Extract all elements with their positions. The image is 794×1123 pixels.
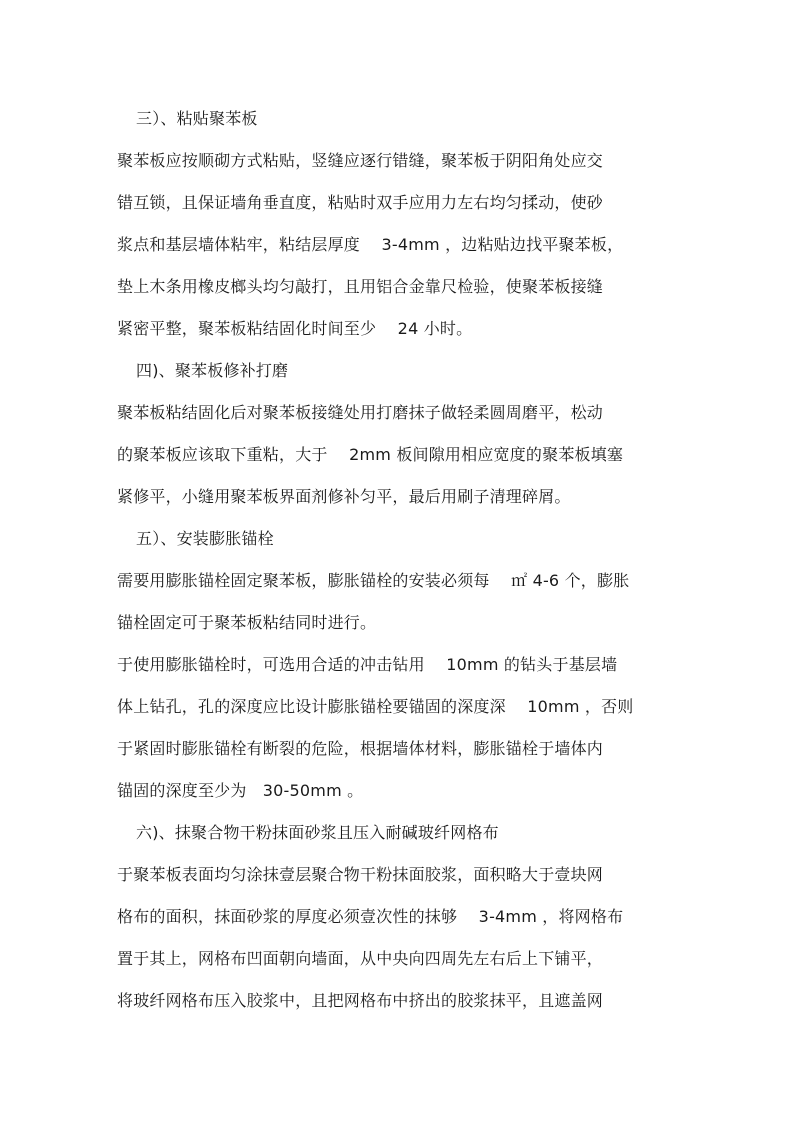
- paragraph-line: 将玻纤网格布压入胶浆中，且把网格布中挤出的胶浆抹平，且遮盖网: [117, 991, 604, 1010]
- paragraph-line: 错互锁，且保证墙角垂直度，粘贴时双手应用力左右均匀揉动，使砂: [117, 193, 604, 212]
- paragraph-line: 体上钻孔，孔的深度应比设计膨胀锚栓要锚固的深度深 10mm ，否则: [117, 697, 634, 716]
- paragraph-line: 聚苯板应按顺砌方式粘贴，竖缝应逐行错缝，聚苯板于阴阳角处应交: [117, 151, 604, 170]
- paragraph-line: 锚栓固定可于聚苯板粘结同时进行。: [117, 613, 377, 632]
- paragraph-line: 垫上木条用橡皮榔头均匀敲打，且用铝合金靠尺检验，使聚苯板接缝: [117, 277, 604, 296]
- paragraph-line: 置于其上，网格布凹面朝向墙面，从中央向四周先左右后上下铺平，: [117, 949, 604, 968]
- section-heading-5: 五）、安装膨胀锚栓: [136, 529, 274, 548]
- paragraph-line: 锚固的深度至少为 30-50mm 。: [117, 781, 364, 800]
- paragraph-line: 于聚苯板表面均匀涂抹壹层聚合物干粉抹面胶浆，面积略大于壹块网: [117, 865, 604, 884]
- paragraph-line: 于使用膨胀锚栓时，可选用合适的冲击钻用 10mm 的钻头于基层墙: [117, 655, 618, 674]
- paragraph-line: 需要用膨胀锚栓固定聚苯板，膨胀锚栓的安装必须每 ㎡ 4-6 个，膨胀: [117, 571, 630, 590]
- paragraph-line: 紧修平，小缝用聚苯板界面剂修补匀平，最后用刷子清理碎屑。: [117, 487, 571, 506]
- paragraph-line: 紧密平整，聚苯板粘结固化时间至少 24 小时。: [117, 319, 473, 338]
- paragraph-line: 格布的面积，抹面砂浆的厚度必须壹次性的抹够 3-4mm ，将网格布: [117, 907, 624, 926]
- paragraph-line: 聚苯板粘结固化后对聚苯板接缝处用打磨抹子做轻柔圆周磨平，松动: [117, 403, 604, 422]
- paragraph-line: 的聚苯板应该取下重粘，大于 2mm 板间隙用相应宽度的聚苯板填塞: [117, 445, 624, 464]
- paragraph-line: 于紧固时膨胀锚栓有断裂的危险，根据墙体材料，膨胀锚栓于墙体内: [117, 739, 604, 758]
- paragraph-line: 浆点和基层墙体粘牢，粘结层厚度 3-4mm ，边粘贴边找平聚苯板，: [117, 235, 624, 254]
- section-heading-6: 六)、抹聚合物干粉抹面砂浆且压入耐碱玻纤网格布: [136, 823, 499, 842]
- section-heading-4: 四)、聚苯板修补打磨: [136, 361, 289, 380]
- section-heading-3: 三）、粘贴聚苯板: [136, 109, 258, 128]
